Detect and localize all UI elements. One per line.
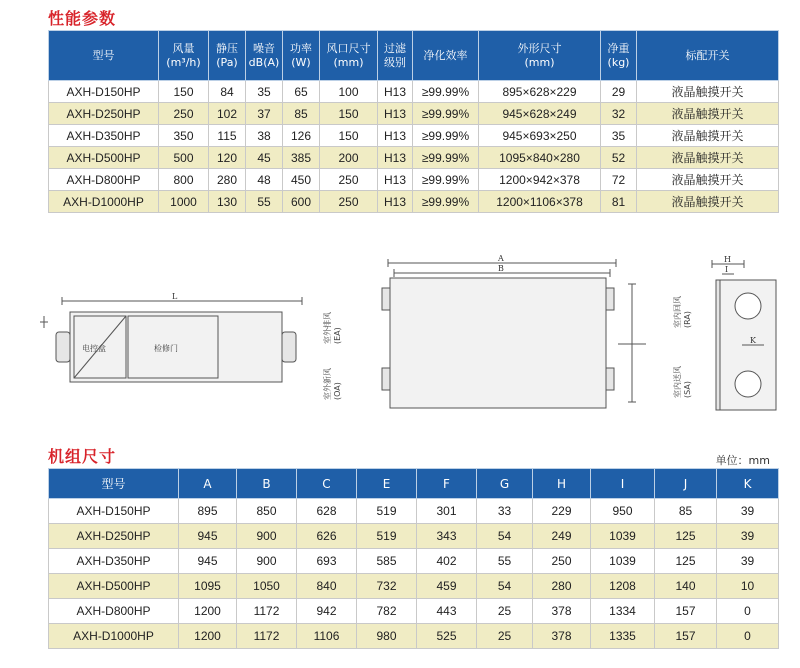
service-door-label: 检修门 (154, 344, 178, 353)
table-cell: 249 (533, 524, 591, 549)
table-cell: 39 (717, 524, 779, 549)
table-cell: 125 (655, 524, 717, 549)
performance-header-cell: 噪音 dB(A) (246, 31, 283, 81)
performance-header-cell: 静压 (Pa) (209, 31, 246, 81)
performance-header-cell: 型号 (49, 31, 159, 81)
table-cell: 液晶触摸开关 (637, 169, 779, 191)
table-cell: H13 (378, 169, 413, 191)
dimensions-header-cell: 型号 (49, 469, 179, 499)
dimensions-header-cell: F (417, 469, 477, 499)
table-cell: H13 (378, 81, 413, 103)
table-cell: 229 (533, 499, 591, 524)
table-cell: 140 (655, 574, 717, 599)
sa-label: 室内送风(SA) (673, 366, 692, 398)
model-cell: AXH-D1000HP (49, 624, 179, 649)
table-row (49, 524, 779, 549)
dimensions-header-cell: A (179, 469, 237, 499)
table-cell: 65 (283, 81, 320, 103)
model-cell: AXH-D350HP (49, 125, 159, 147)
table-cell: 519 (357, 524, 417, 549)
table-cell: 52 (601, 147, 637, 169)
table-cell: 1335 (591, 624, 655, 649)
table-cell: 10 (717, 574, 779, 599)
table-cell: 200 (320, 147, 378, 169)
table-row (49, 125, 779, 147)
unit-note: 单位：mm (715, 454, 770, 467)
table-cell: 25 (477, 624, 533, 649)
table-cell: 459 (417, 574, 477, 599)
end-k-label: K (750, 336, 756, 345)
table-cell: 945×693×250 (479, 125, 601, 147)
model-cell: AXH-D800HP (49, 599, 179, 624)
model-cell: AXH-D500HP (49, 147, 159, 169)
dimensions-header-cell: I (591, 469, 655, 499)
model-cell: AXH-D350HP (49, 549, 179, 574)
table-cell: 1106 (297, 624, 357, 649)
top-b-label: B (498, 264, 504, 273)
table-cell: 85 (283, 103, 320, 125)
table-cell: 102 (209, 103, 246, 125)
table-cell: H13 (378, 147, 413, 169)
table-cell: 150 (320, 125, 378, 147)
table-cell: 150 (320, 103, 378, 125)
table-cell: 1172 (237, 624, 297, 649)
table-cell: 1095 (179, 574, 237, 599)
side-view-drawing (40, 297, 302, 382)
table-cell: 1039 (591, 549, 655, 574)
table-cell: 55 (246, 191, 283, 213)
dimensions-title: 机组尺寸 (48, 447, 117, 466)
table-cell: 45 (246, 147, 283, 169)
table-cell: 84 (209, 81, 246, 103)
table-cell: 850 (237, 499, 297, 524)
table-cell: 39 (717, 499, 779, 524)
table-cell: 301 (417, 499, 477, 524)
table-cell: 72 (601, 169, 637, 191)
table-cell: 1000 (159, 191, 209, 213)
table-cell: 600 (283, 191, 320, 213)
model-cell: AXH-D1000HP (49, 191, 159, 213)
table-cell: 945 (179, 524, 237, 549)
performance-header-row (49, 31, 779, 81)
table-cell: 945 (179, 549, 237, 574)
table-cell: 85 (655, 499, 717, 524)
table-cell: 1200×942×378 (479, 169, 601, 191)
table-cell: 33 (477, 499, 533, 524)
table-cell: H13 (378, 191, 413, 213)
table-cell: 液晶触摸开关 (637, 81, 779, 103)
performance-header-cell: 标配开关 (637, 31, 779, 81)
table-cell: 895 (179, 499, 237, 524)
table-cell: 900 (237, 549, 297, 574)
model-cell: AXH-D250HP (49, 524, 179, 549)
table-cell: 782 (357, 599, 417, 624)
performance-title: 性能参数 (48, 9, 117, 28)
dimensions-header-cell: B (237, 469, 297, 499)
table-cell: H13 (378, 103, 413, 125)
table-cell: 37 (246, 103, 283, 125)
performance-table (48, 30, 779, 213)
table-cell: 1039 (591, 524, 655, 549)
dimensions-header-cell: K (717, 469, 779, 499)
table-cell: 250 (533, 549, 591, 574)
table-cell: 32 (601, 103, 637, 125)
table-row (49, 624, 779, 649)
table-cell: 液晶触摸开关 (637, 147, 779, 169)
table-cell: 115 (209, 125, 246, 147)
table-cell: 800 (159, 169, 209, 191)
table-cell: 980 (357, 624, 417, 649)
table-cell: 81 (601, 191, 637, 213)
table-cell: 626 (297, 524, 357, 549)
table-row (49, 169, 779, 191)
table-cell: 35 (601, 125, 637, 147)
model-cell: AXH-D150HP (49, 81, 159, 103)
table-cell: 120 (209, 147, 246, 169)
table-cell: 250 (159, 103, 209, 125)
table-cell: 942 (297, 599, 357, 624)
table-cell: 895×628×229 (479, 81, 601, 103)
table-cell: 378 (533, 624, 591, 649)
table-cell: 54 (477, 524, 533, 549)
dimensions-header-cell: C (297, 469, 357, 499)
dimensions-header-cell: G (477, 469, 533, 499)
top-a-label: A (498, 254, 504, 263)
table-cell: 450 (283, 169, 320, 191)
table-cell: 628 (297, 499, 357, 524)
dimensions-header-cell: H (533, 469, 591, 499)
table-cell: 29 (601, 81, 637, 103)
performance-header-cell: 净重 (kg) (601, 31, 637, 81)
table-cell: 39 (717, 549, 779, 574)
table-cell: 1050 (237, 574, 297, 599)
table-cell: 126 (283, 125, 320, 147)
end-h-label: H (724, 255, 731, 264)
table-cell: 945×628×249 (479, 103, 601, 125)
performance-header-cell: 净化效率 (413, 31, 479, 81)
table-cell: ≥99.99% (413, 103, 479, 125)
table-cell: 443 (417, 599, 477, 624)
table-cell: 157 (655, 599, 717, 624)
performance-header-cell: 外形尺寸 (mm) (479, 31, 601, 81)
table-cell: 519 (357, 499, 417, 524)
table-row (49, 549, 779, 574)
table-cell: 250 (320, 169, 378, 191)
table-cell: 54 (477, 574, 533, 599)
table-cell: ≥99.99% (413, 169, 479, 191)
top-view-drawing (382, 259, 646, 408)
model-cell: AXH-D500HP (49, 574, 179, 599)
table-cell: 343 (417, 524, 477, 549)
table-cell: 157 (655, 624, 717, 649)
dimensions-header-row (49, 469, 779, 499)
table-cell: 402 (417, 549, 477, 574)
table-cell: 25 (477, 599, 533, 624)
ea-label: 室外排风(EA) (323, 312, 342, 344)
table-cell: 693 (297, 549, 357, 574)
dimensions-table (48, 468, 779, 649)
table-cell: 48 (246, 169, 283, 191)
table-cell: 280 (533, 574, 591, 599)
table-cell: 280 (209, 169, 246, 191)
table-cell: 378 (533, 599, 591, 624)
table-row (49, 574, 779, 599)
electric-box-label: 电控盒 (82, 344, 106, 353)
table-cell: 585 (357, 549, 417, 574)
table-cell: 液晶触摸开关 (637, 103, 779, 125)
model-cell: AXH-D150HP (49, 499, 179, 524)
table-cell: 385 (283, 147, 320, 169)
table-cell: 1200 (179, 599, 237, 624)
table-cell: 525 (417, 624, 477, 649)
table-cell: 1172 (237, 599, 297, 624)
ra-label: 室内回风(RA) (673, 296, 692, 328)
table-cell: 0 (717, 624, 779, 649)
model-cell: AXH-D800HP (49, 169, 159, 191)
table-row (49, 147, 779, 169)
table-cell: 350 (159, 125, 209, 147)
table-row (49, 599, 779, 624)
dimensions-header-cell: E (357, 469, 417, 499)
table-cell: 0 (717, 599, 779, 624)
performance-body (49, 81, 779, 213)
table-cell: 900 (237, 524, 297, 549)
table-cell: 1334 (591, 599, 655, 624)
side-l-label: L (172, 292, 178, 301)
table-row (49, 499, 779, 524)
performance-header-cell: 风口尺寸 (mm) (320, 31, 378, 81)
table-cell: 950 (591, 499, 655, 524)
table-row (49, 103, 779, 125)
table-row (49, 81, 779, 103)
table-cell: 130 (209, 191, 246, 213)
end-i-label: I (725, 265, 729, 274)
table-cell: 150 (159, 81, 209, 103)
model-cell: AXH-D250HP (49, 103, 159, 125)
table-cell: 250 (320, 191, 378, 213)
table-cell: 840 (297, 574, 357, 599)
table-cell: 125 (655, 549, 717, 574)
table-cell: 液晶触摸开关 (637, 191, 779, 213)
table-cell: ≥99.99% (413, 81, 479, 103)
dimensions-header-cell: J (655, 469, 717, 499)
performance-header-cell: 风量 (m³/h) (159, 31, 209, 81)
table-cell: 38 (246, 125, 283, 147)
table-cell: 732 (357, 574, 417, 599)
table-cell: 35 (246, 81, 283, 103)
table-cell: 100 (320, 81, 378, 103)
unit-diagrams (30, 248, 780, 428)
table-cell: 500 (159, 147, 209, 169)
table-cell: ≥99.99% (413, 147, 479, 169)
table-cell: 55 (477, 549, 533, 574)
table-cell: 1200×1106×378 (479, 191, 601, 213)
oa-label: 室外新风(OA) (323, 368, 342, 400)
table-cell: 1208 (591, 574, 655, 599)
end-view-drawing (712, 260, 776, 410)
performance-header-cell: 功率 (W) (283, 31, 320, 81)
dimensions-body (49, 499, 779, 649)
table-cell: 液晶触摸开关 (637, 125, 779, 147)
unit-dimension-drawings (30, 248, 780, 428)
table-cell: ≥99.99% (413, 125, 479, 147)
performance-header-cell: 过滤 级别 (378, 31, 413, 81)
table-cell: H13 (378, 125, 413, 147)
table-cell: 1200 (179, 624, 237, 649)
table-cell: ≥99.99% (413, 191, 479, 213)
table-row (49, 191, 779, 213)
table-cell: 1095×840×280 (479, 147, 601, 169)
